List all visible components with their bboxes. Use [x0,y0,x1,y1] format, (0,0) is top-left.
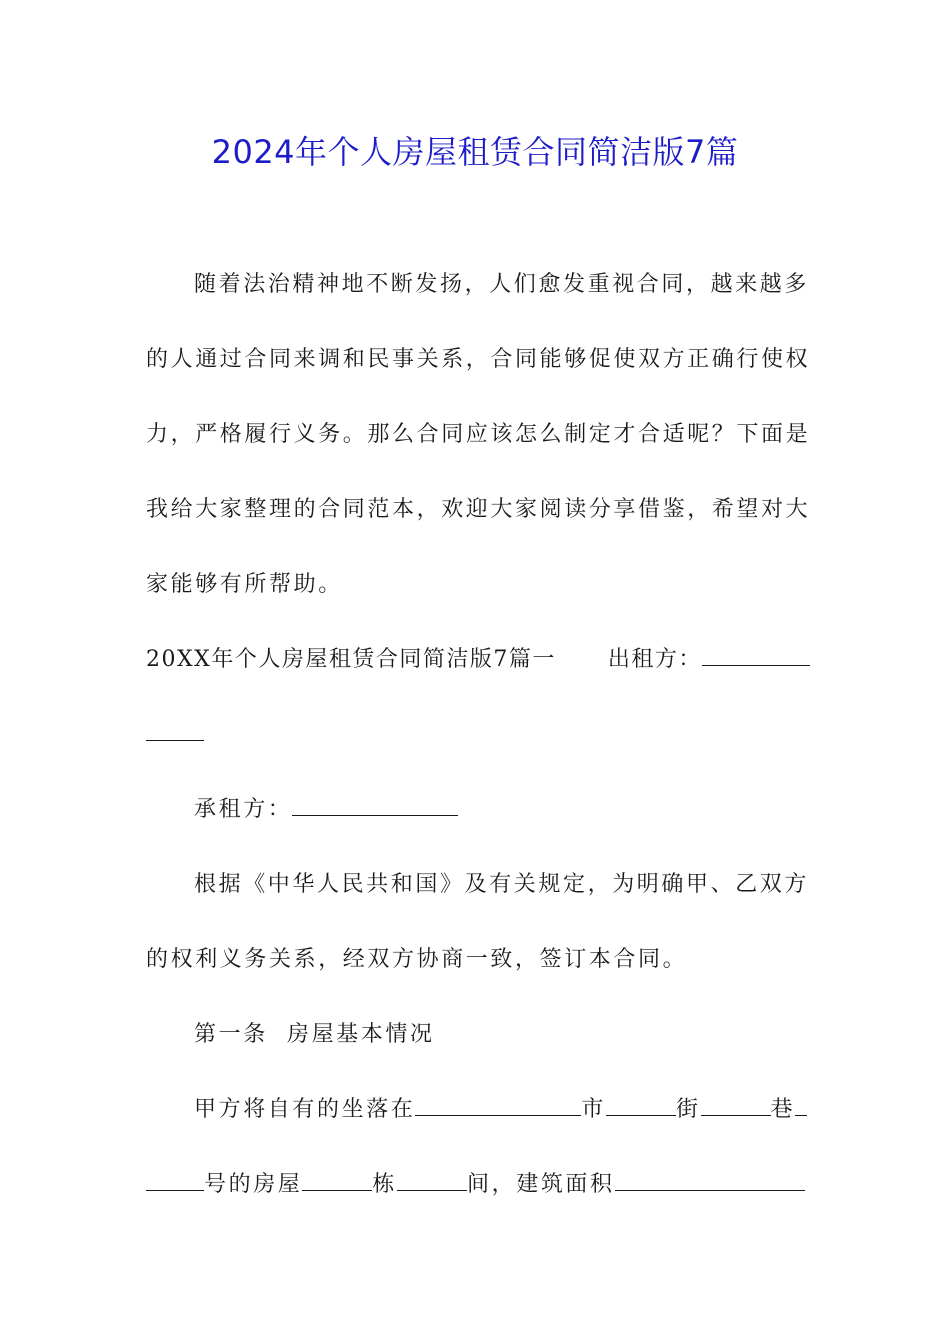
house-number-blank [146,1170,204,1191]
intro-line: 力，严格履行义务。那么合同应该怎么制定才合适呢？下面是 [146,422,811,447]
house-label: 号的房屋 [204,1172,303,1197]
intro-line: 我给大家整理的合同范本，欢迎大家阅读分享借鉴，希望对大 [146,497,811,522]
lessor-blank-continued-row [146,718,806,752]
lessor-blank-continued [146,720,204,741]
lessee-row [194,793,806,827]
basis-line: 根据《中华人民共和国》及有关规定，为明确甲、乙双方 [194,872,810,897]
intro-line: 家能够有所帮助。 [146,572,343,597]
document-title: 2024年个人房屋租赁合同简洁版7篇 [211,133,739,171]
lessee-label: 承租方： [194,797,293,822]
city-blank [606,1095,676,1116]
building-label: 栋 [372,1172,398,1197]
intro-line: 的人通过合同来调和民事关系，合同能够促使双方正确行使权 [146,347,811,372]
lane-label: 巷 [770,1097,796,1122]
article-1-heading: 第一条 房屋基本情况 [194,1022,435,1047]
street-label: 街 [676,1097,701,1122]
lessor-blank [702,645,810,666]
building-blank [302,1170,372,1191]
article-1-line-1 [194,1093,806,1127]
section-heading-row [146,643,806,677]
city-label: 市 [581,1097,607,1122]
street-blank [701,1095,771,1116]
lessee-blank [292,795,458,816]
lane-blank [795,1095,807,1116]
area-label: 间，建筑面积 [467,1172,615,1197]
article-1-line-2 [146,1168,806,1202]
area-blank [615,1170,805,1191]
section-heading: 20XX年个人房屋租赁合同简洁版7篇一 [146,647,556,672]
lessor-label: 出租方： [607,647,702,672]
intro-line: 随着法治精神地不断发扬，人们愈发重视合同，越来越多 [194,272,810,297]
article-1-text: 甲方将自有的坐落在 [194,1097,416,1122]
room-blank [397,1170,467,1191]
location-blank [415,1095,581,1116]
basis-line: 的权利义务关系，经双方协商一致，签订本合同。 [146,947,688,972]
